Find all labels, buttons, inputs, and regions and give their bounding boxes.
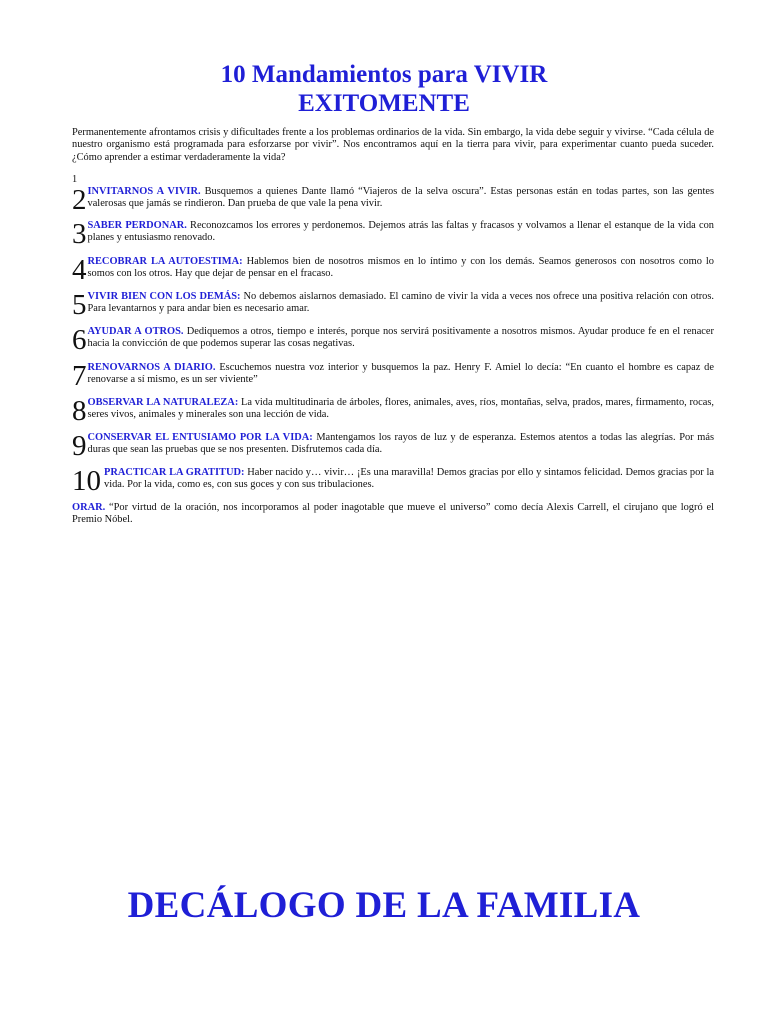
item-label: VIVIR BIEN CON LOS DEMÁS: [87, 291, 241, 302]
item-text: La vida multitudinaria de árboles, flores, animales, aves, ríos, montañas, selva, prados, mares, firmamento, rocas, seres vivos, animales y minerales son una lección de vida. [87, 397, 714, 421]
closing-paragraph [72, 502, 714, 527]
commandment-8 [72, 395, 714, 427]
item-text: Escuchemos nuestra voz interior y busquemos la paz. Henry F. Amiel lo decía: “En cuanto el hombre es capaz de renovarse a sí mismo, es un ser viviente” [87, 362, 714, 386]
item-text: Reconozcamos los errores y perdonemos. Dejemos atrás las faltas y fracasos y volvamos a llenar el estanque de la vida con planes y entusiasmo renovado. [87, 220, 714, 244]
title-line-2: EXITOMENTE [298, 90, 470, 117]
commandment-5 [72, 289, 715, 321]
item-text: Busquemos a quienes Dante llamó “Viajeros de la selva oscura”. Estas personas están en todas partes, son las gentes valerosas que jamás se rindieron. Dan prueba de que vale la pena vivir. [87, 186, 714, 210]
item-text: Haber nacido y… vivir… ¡Es una maravilla! Demos gracias por ello y sintamos felicidad. Demos gracias por la vida. Por la vida, como es, con sus goces y con sus tribulaciones. [104, 467, 715, 491]
item-number: 10 [72, 465, 101, 497]
item-number: 8 [72, 395, 87, 427]
commandment-7 [72, 360, 714, 392]
document-title [60, 60, 708, 118]
item-label: PRACTICAR LA GRATITUD: [104, 467, 245, 478]
item-number: 6 [72, 324, 87, 356]
item-number: 2 [72, 184, 87, 216]
item-label: AYUDAR A OTROS. [87, 326, 184, 337]
item-label: SABER PERDONAR. [87, 220, 187, 231]
item-label: CONSERVAR EL ENTUSIAMO POR LA VIDA: [87, 432, 313, 443]
commandment-6 [72, 324, 714, 356]
item-number-1: 1 [72, 174, 78, 185]
commandment-10 [72, 465, 715, 497]
item-number: 3 [72, 218, 87, 250]
commandment-3 [72, 218, 714, 250]
item-label: INVITARNOS A VIVIR. [87, 186, 201, 197]
next-section-title: DECÁLOGO DE LA FAMILIA [127, 885, 641, 926]
item-number: 5 [72, 289, 87, 321]
commandment-2 [72, 184, 714, 216]
commandment-4 [72, 254, 714, 286]
item-label: RENOVARNOS A DIARIO. [87, 362, 216, 373]
commandment-9 [72, 430, 714, 462]
item-number: 4 [72, 254, 87, 286]
intro-paragraph: Permanentemente afrontamos crisis y dificultades frente a los problemas ordinarios de la vida. Sin embargo, la vida debe seguir y vivirse. “Cada célula de nuestro organismo está programada para esforzarse por vivir”. Nos encontramos aquí en la tierra para vivir, para experimentar cuanto pueda suceder. ¿Cómo aprender a estimar verdaderamente la vida? [72, 127, 714, 163]
closing-text: “Por virtud de la oración, nos incorporamos al poder inagotable que mueve el universo” como decía Alexis Carrell, el cirujano que logró el Premio Nóbel. [72, 502, 714, 526]
closing-label: ORAR. [72, 502, 106, 513]
item-label: RECOBRAR LA AUTOESTIMA: [87, 256, 243, 267]
item-text: No debemos aislarnos demasiado. El camino de vivir la vida a veces nos ofrece una positiva relación con otros. Para levantarnos y para andar bien es necesario amar. [87, 291, 715, 315]
item-number: 9 [72, 430, 87, 462]
item-text: Hablemos bien de nosotros mismos en lo íntimo y con los demás. Seamos generosos con nosotros como lo somos con los otros. Hay que dejar de pensar en el fracaso. [87, 256, 714, 280]
item-text: Mantengamos los rayos de luz y de esperanza. Estemos atentos a todas las alegrías. Por más duras que sean las pruebas que se nos presenten. Disfrutemos cada día. [87, 432, 714, 456]
title-line-1: 10 Mandamientos para VIVIR [220, 61, 548, 88]
item-text: Dediquemos a otros, tiempo e interés, porque nos servirá positivamente a nosotros mismos. Ayudar produce fe en el renacer hacia la convicción de que podemos superar las cosas negativas. [87, 326, 714, 350]
item-label: OBSERVAR LA NATURALEZA: [87, 397, 239, 408]
item-number: 7 [72, 360, 87, 392]
